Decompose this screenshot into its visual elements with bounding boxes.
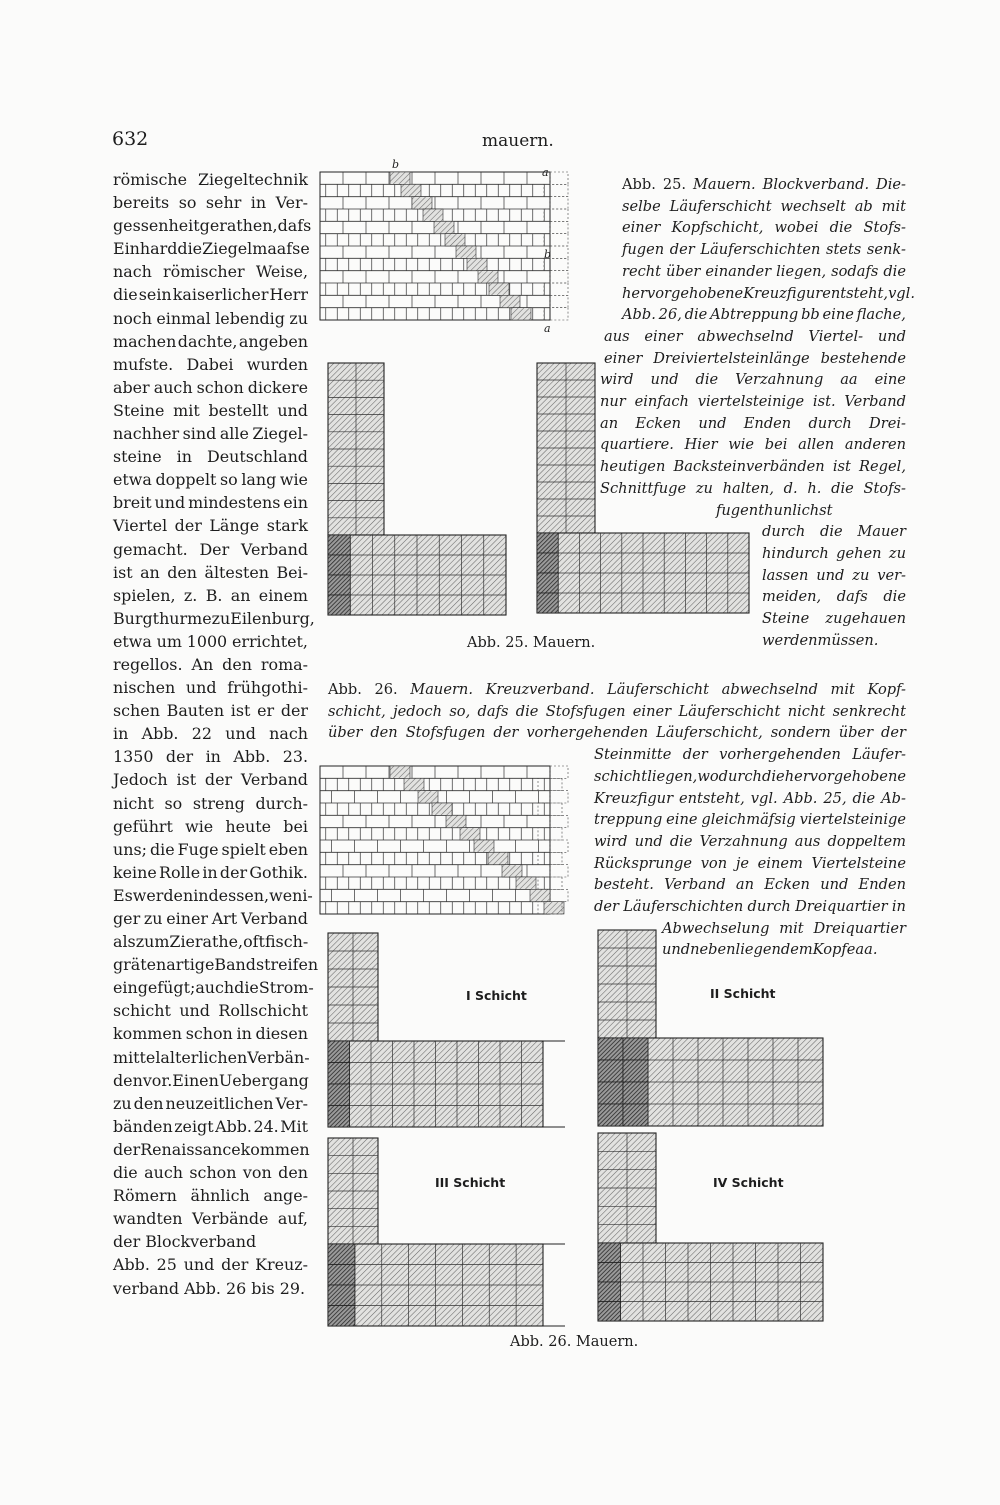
left-column-line: gessenheit gerathen, dafs xyxy=(113,216,312,236)
abtreppung-brick xyxy=(445,234,465,246)
corner-dreiquartier xyxy=(598,1282,621,1302)
left-column-line: geführt wie heute bei xyxy=(113,816,308,836)
corner-dreiquartier xyxy=(328,1306,355,1327)
abtreppung-brick xyxy=(478,271,498,283)
left-column-line: Römern ähnlich ange- xyxy=(113,1186,308,1206)
corner-dreiquartier xyxy=(598,1104,623,1126)
left-column-line: uns; die Fuge spielt eben xyxy=(113,839,308,859)
abb26-wall-elevation xyxy=(320,766,570,916)
page-number: 632 xyxy=(112,128,149,150)
abtreppung-brick xyxy=(446,815,466,827)
left-column-line: ger zu einer Art Verband xyxy=(113,909,308,928)
left-column-line: Jedoch ist der Verband xyxy=(113,770,308,790)
abtreppung-brick xyxy=(390,172,410,184)
verzahnung-brick xyxy=(544,184,568,196)
corner-dreiquartier xyxy=(623,1038,648,1060)
abb26-plan-schicht-2 xyxy=(598,930,828,1130)
abb25-caption-line: an Ecken und Enden durch Drei- xyxy=(600,414,906,432)
label-schicht-2: II Schicht xyxy=(710,986,776,1001)
abtreppung-brick xyxy=(502,865,522,877)
left-column-line: römische Ziegeltechnik xyxy=(113,170,308,189)
abb26-caption-line: besteht. Verband an Ecken und Enden xyxy=(594,876,906,894)
corner-dreiquartier xyxy=(537,533,558,553)
abb25-caption-line: lassen und zu ver- xyxy=(762,566,906,584)
abb26-caption-line: Abb. 26. Mauern. Kreuzverband. Läuferschicht abwechselnd mit Kopf- xyxy=(328,681,906,698)
corner-dreiquartier xyxy=(598,1302,621,1322)
corner-dreiquartier xyxy=(598,1038,623,1060)
abb25-caption-line: einer Kopfschicht, wobei die Stofs- xyxy=(622,219,906,237)
corner-dreiquartier xyxy=(328,1084,350,1106)
running-head: mauern. xyxy=(482,131,554,151)
left-column-text xyxy=(113,168,319,1300)
left-column-line: verband Abb. 26 bis 29. xyxy=(113,1278,306,1298)
abb26-caption-line: Kreuzfigur entsteht, vgl. Abb. 25, die Ab- xyxy=(594,789,906,807)
left-column-line: bereits so sehr in Ver- xyxy=(113,193,308,213)
left-column-line: spielen, z. B. an einem xyxy=(113,585,308,605)
abtreppung-brick xyxy=(418,791,438,803)
left-column-line: der Blockverband xyxy=(113,1232,257,1252)
abtreppung-brick xyxy=(401,184,421,196)
label-schicht-3: III Schicht xyxy=(435,1175,506,1190)
corner-dreiquartier xyxy=(623,1060,648,1082)
abb25-caption-line: hindurch gehen zu xyxy=(762,544,906,562)
abtreppung-brick xyxy=(500,295,520,307)
verzahnung-brick xyxy=(550,840,568,852)
verzahnung-brick xyxy=(550,815,568,827)
abb26-caption-line: der Läuferschichten durch Dreiquartier in xyxy=(594,898,906,916)
verzahnung-brick xyxy=(544,234,568,246)
label-schicht-1: I Schicht xyxy=(466,988,527,1003)
abb26-plan-schicht-3 xyxy=(328,1138,558,1328)
abtreppung-brick xyxy=(489,283,509,295)
left-column-line: Einhard die Ziegelmaafse xyxy=(113,239,310,259)
left-column-line: zu den neuzeitlichen Ver- xyxy=(113,1093,308,1113)
left-column-line: noch einmal lebendig zu xyxy=(113,308,308,328)
abtreppung-brick xyxy=(390,766,410,778)
abb26-caption-line: und nebenliegendem Kopfe a a. xyxy=(662,941,878,959)
corner-dreiquartier xyxy=(328,535,350,555)
left-column-line: aber auch schon dickere xyxy=(113,377,308,397)
mark-a-top: a xyxy=(542,166,549,179)
left-column-line: mittelalterlichen Verbän- xyxy=(113,1047,310,1067)
abb25-caption-line: meiden, dafs die xyxy=(762,588,906,606)
abb25-caption-line: selbe Läuferschicht wechselt ab mit xyxy=(622,197,906,215)
abb25-figure-label xyxy=(467,635,595,651)
left-column-line: keine Rolle in der Gothik. xyxy=(113,862,308,882)
abb25-caption-line: fugen thunlichst xyxy=(716,501,833,519)
left-column-line: Steine mit bestellt und xyxy=(113,400,308,420)
corner-dreiquartier xyxy=(623,1104,648,1126)
abtreppung-brick xyxy=(516,877,536,889)
left-column-line: eingefügt; auch die Strom- xyxy=(113,978,314,998)
abtreppung-brick xyxy=(544,902,564,914)
mark-a-bottom: a xyxy=(544,322,551,335)
corner-dreiquartier xyxy=(328,1285,355,1306)
left-column-line: Abb. 25 und der Kreuz- xyxy=(113,1255,308,1275)
abtreppung-brick xyxy=(456,246,476,258)
verzahnung-brick xyxy=(544,308,568,320)
abtreppung-brick xyxy=(423,209,443,221)
left-column-line: schicht und Rollschicht xyxy=(113,1001,308,1021)
abb25-caption-line: Schnittfuge zu halten, d. h. die Stofs- xyxy=(600,479,906,497)
left-column-line: grätenartige Bandstreifen xyxy=(113,955,319,975)
abb25-caption-line: Abb. 26, die Abtreppung bb eine flache, xyxy=(622,306,906,324)
left-column-line: die auch schon von den xyxy=(113,1163,308,1183)
abb25-caption-line: Abb. 25. Mauern. Blockverband. Die- xyxy=(622,176,906,193)
mark-b-top: b xyxy=(392,158,400,171)
corner-dreiquartier xyxy=(537,553,558,573)
abb26-figure-label-text: Abb. 26. Mauern. xyxy=(510,1334,639,1350)
abb26-plan-schicht-1 xyxy=(328,933,558,1133)
left-column-line: nach römischer Weise, xyxy=(113,262,308,282)
verzahnung-brick xyxy=(550,246,568,258)
abb26-plan-schicht-4 xyxy=(598,1133,828,1323)
corner-dreiquartier xyxy=(598,1082,623,1104)
abb25-caption-line: heutigen Backsteinverbänden ist Regel, xyxy=(600,458,906,476)
verzahnung-brick xyxy=(550,295,568,307)
abb26-caption-line: treppung eine gleichmäfsig viertelsteinige xyxy=(594,811,906,829)
left-column-line: Viertel der Länge stark xyxy=(113,516,308,536)
left-column-line: mufste. Dabei wurden xyxy=(113,354,308,374)
abb25-caption-line: durch die Mauer xyxy=(762,523,906,541)
abtreppung-brick xyxy=(530,889,550,901)
abb25-caption-line: nur einfach viertelsteinige ist. Verband xyxy=(600,393,906,411)
abb26-caption-line: über den Stofsfugen der vorhergehenden Läuferschicht, sondern über der xyxy=(328,724,906,742)
corner-dreiquartier xyxy=(537,573,558,593)
left-column-line: 1350 der in Abb. 23. xyxy=(113,747,308,767)
abb26-caption-line: Rücksprunge von je einem Viertelsteine xyxy=(594,854,906,872)
verzahnung-brick xyxy=(544,209,568,221)
left-column-line: etwa um 1000 errichtet, xyxy=(113,631,308,651)
left-column-line: steine in Deutschland xyxy=(113,447,308,467)
verzahnung-brick xyxy=(550,197,568,209)
left-column-line: die sein kaiserlicher Herr xyxy=(113,285,308,305)
abb26-figure-label xyxy=(510,1334,638,1350)
left-column-line: gemacht. Der Verband xyxy=(113,539,308,559)
abb25-caption-line: quartiere. Hier wie bei allen anderen xyxy=(600,436,906,454)
abb26-caption-line: Steinmitte der vorhergehenden Läufer- xyxy=(594,746,906,764)
abb25-caption-line: hervorgehobene Kreuzfigur entsteht, vgl. xyxy=(622,284,915,302)
abb26-caption-line: wird und die Verzahnung aus doppeltem xyxy=(594,832,906,850)
abb26-caption-line: schicht, jedoch so, dafs die Stofsfugen einer Läuferschicht nicht senkrecht xyxy=(328,702,906,720)
corner-dreiquartier xyxy=(623,1082,648,1104)
left-column-line: kommen schon in diesen xyxy=(113,1024,308,1044)
abb25-caption-line: aus einer abwechselnd Viertel- und xyxy=(604,327,906,345)
abb25-figure-label-text: Abb. 25. Mauern. xyxy=(467,635,596,651)
abb26-caption-line: Abwechselung mit Dreiquartier xyxy=(662,919,906,937)
verzahnung-brick xyxy=(550,766,568,778)
corner-dreiquartier xyxy=(598,1060,623,1082)
abtreppung-brick xyxy=(432,803,452,815)
abb25-caption-line: fugen der Läuferschichten stets senk- xyxy=(622,241,906,259)
abb25-wall-elevation xyxy=(320,172,570,322)
corner-dreiquartier xyxy=(328,1063,350,1085)
abtreppung-brick xyxy=(404,778,424,790)
left-column-line: machen dachte, angeben xyxy=(113,331,308,351)
corner-dreiquartier xyxy=(328,595,350,615)
abtreppung-brick xyxy=(511,308,531,320)
corner-dreiquartier xyxy=(328,1244,355,1265)
left-column-line: bänden zeigt Abb. 24. Mit xyxy=(113,1116,308,1136)
corner-dreiquartier xyxy=(328,575,350,595)
abb25-caption-line: einer Dreiviertelsteinlänge bestehende xyxy=(604,349,906,367)
corner-dreiquartier xyxy=(328,1106,350,1128)
abtreppung-brick xyxy=(474,840,494,852)
abb25-caption-line: recht über einander liegen, sodafs die xyxy=(622,262,906,280)
left-column-line: den vor. Einen Uebergang xyxy=(113,1070,309,1090)
left-column-line: Es werden indessen, weni- xyxy=(113,885,313,905)
left-column-line: nachher sind alle Ziegel- xyxy=(113,424,308,444)
left-column-line: in Abb. 22 und nach xyxy=(113,724,308,744)
verzahnung-brick xyxy=(550,791,568,803)
abtreppung-brick xyxy=(434,221,454,233)
left-column-line: als zum Zierathe, oft fisch- xyxy=(113,932,309,952)
left-column-line: ist an den ältesten Bei- xyxy=(113,562,308,582)
verzahnung-brick xyxy=(550,271,568,283)
verzahnung-brick xyxy=(544,283,568,295)
left-column-line: Burgthurme zu Eilenburg, xyxy=(113,608,315,628)
left-column-line: nischen und frühgothi- xyxy=(113,678,308,698)
verzahnung-brick xyxy=(550,172,568,184)
mark-b-right: b xyxy=(544,248,552,261)
left-column-line: wandten Verbände auf, xyxy=(113,1209,308,1229)
abb25-caption-line: wird und die Verzahnung aa eine xyxy=(600,371,906,389)
abb25-corner-plan-left xyxy=(328,363,508,618)
abtreppung-brick xyxy=(467,258,487,270)
abtreppung-brick xyxy=(488,852,508,864)
left-column-line: regellos. An den roma- xyxy=(113,654,308,674)
left-column-line: etwa doppelt so lang wie xyxy=(113,470,308,490)
abb25-caption-line: werden müssen. xyxy=(762,631,879,649)
verzahnung-brick xyxy=(550,889,568,901)
label-schicht-4: IV Schicht xyxy=(713,1175,784,1190)
abtreppung-brick xyxy=(412,197,432,209)
corner-dreiquartier xyxy=(598,1263,621,1283)
left-column-line: schen Bauten ist er der xyxy=(113,701,308,721)
corner-dreiquartier xyxy=(328,1041,350,1063)
abb25-caption-line: Steine zugehauen xyxy=(762,610,906,628)
verzahnung-brick xyxy=(550,221,568,233)
left-column-line: breit und mindestens ein xyxy=(113,493,308,513)
abtreppung-brick xyxy=(460,828,480,840)
left-column-line: der Renaissance kommen xyxy=(113,1139,310,1159)
corner-dreiquartier xyxy=(328,1265,355,1286)
verzahnung-brick xyxy=(550,865,568,877)
corner-dreiquartier xyxy=(328,555,350,575)
abb25-caption xyxy=(600,174,915,651)
left-column-line: nicht so streng durch- xyxy=(113,793,308,813)
corner-dreiquartier xyxy=(598,1243,621,1263)
abb26-caption-line: schicht liegen, wodurch die hervorgehobene xyxy=(594,767,906,785)
corner-dreiquartier xyxy=(537,593,558,613)
